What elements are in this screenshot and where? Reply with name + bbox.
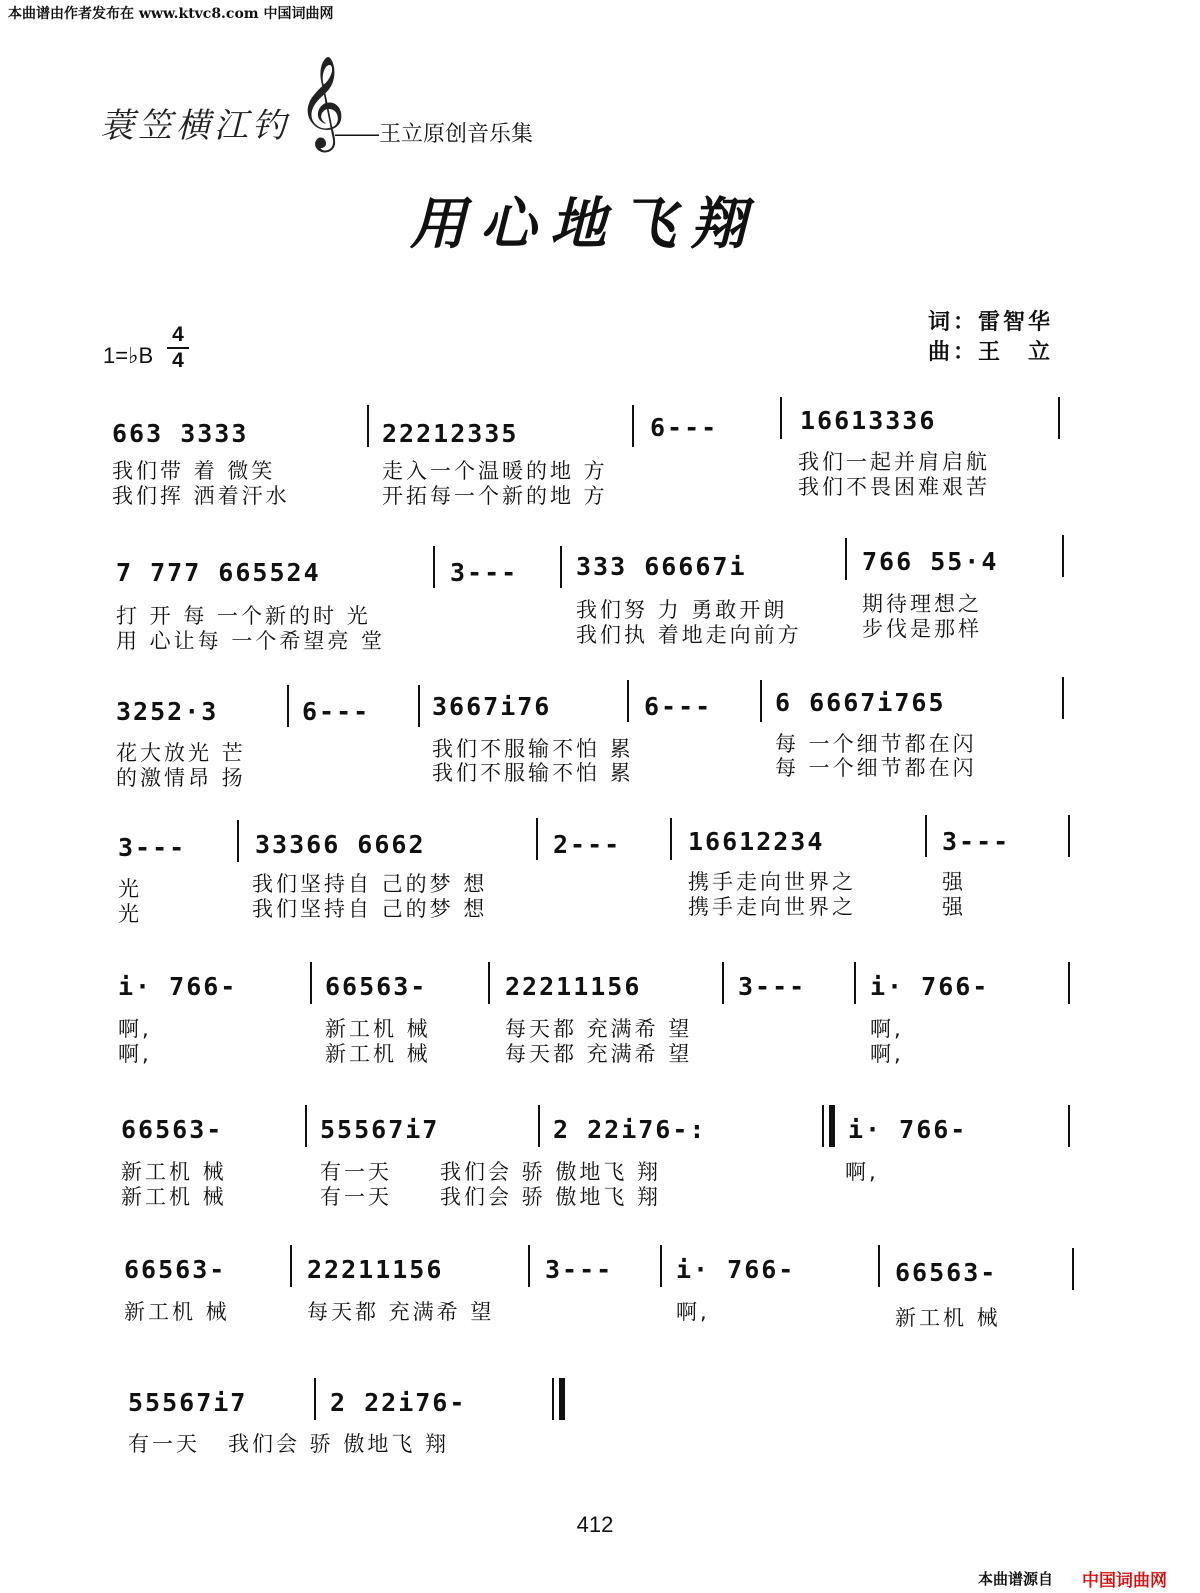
measure: 55567i7 <box>320 1115 440 1144</box>
lyric-verse1: 有一天 <box>128 1432 200 1456</box>
measure: 3--- <box>545 1255 614 1284</box>
barline <box>722 962 724 1004</box>
source-site-link[interactable]: 中国词曲网 <box>1082 1571 1167 1591</box>
measure: 766 55·4 <box>862 547 999 576</box>
lyric-verse1: 啊, <box>118 1017 152 1041</box>
measure: 66563- <box>895 1258 998 1287</box>
source-note: 本曲谱由作者发布在 www.ktvc8.com 中国词曲网 <box>8 6 334 22</box>
lyric-verse2: 有一天 <box>320 1185 392 1209</box>
measure: 66563- <box>121 1115 224 1144</box>
lyricist-credit: 词：雷智华 <box>928 309 1054 335</box>
barline <box>418 685 420 727</box>
barline <box>1068 1105 1070 1147</box>
measure: 3252·3 <box>116 697 219 726</box>
measure: 7 777 665524 <box>116 558 321 587</box>
lyric-verse2: 我们会 骄 傲地飞 翔 <box>440 1185 662 1209</box>
page-number: 412 <box>576 1512 614 1537</box>
barline <box>367 405 369 447</box>
barline <box>536 818 538 860</box>
barline <box>780 397 782 439</box>
lyric-verse2: 我们不服输不怕 累 <box>432 761 634 785</box>
lyric-verse1: 新工机 械 <box>121 1160 227 1184</box>
barline <box>314 1378 316 1420</box>
lyric-verse2: 啊, <box>870 1042 904 1066</box>
barline <box>237 820 239 862</box>
measure: 2 22i76- <box>330 1388 467 1417</box>
measure: 16613336 <box>800 406 937 435</box>
measure: 22211156 <box>505 972 642 1001</box>
lyric-verse1: 携手走向世界之 <box>688 870 856 894</box>
lyric-verse1: 我们带 着 微笑 <box>112 459 276 483</box>
time-signature-bottom: 4 <box>167 347 189 373</box>
lyric-verse1: 花大放光 芒 <box>116 741 246 765</box>
lyric-verse1: 有一天 <box>320 1160 392 1184</box>
barline <box>660 1245 662 1287</box>
measure: 6--- <box>644 692 713 721</box>
lyric-verse2: 携手走向世界之 <box>688 895 856 919</box>
lyric-verse1: 光 <box>118 877 142 901</box>
lyric-verse2: 每 一个细节都在闪 <box>775 756 977 780</box>
barline <box>1068 815 1070 857</box>
barline <box>538 1105 540 1147</box>
measure: 3--- <box>942 827 1011 856</box>
lyric-verse2: 用 心让每 一个希望亮 堂 <box>116 629 386 653</box>
barline <box>878 1245 880 1287</box>
barline <box>305 1105 307 1147</box>
lyric-verse1: 每天都 充满希 望 <box>307 1300 495 1324</box>
barline <box>760 680 762 722</box>
lyric-verse2: 新工机 械 <box>325 1042 431 1066</box>
composer-credit: 曲：王 立 <box>928 339 1054 365</box>
barline <box>287 685 289 727</box>
lyric-verse1: 每 一个细节都在闪 <box>775 732 977 756</box>
source-label: 本曲谱源自 <box>978 1570 1054 1588</box>
barline <box>528 1245 530 1287</box>
lyric-verse1: 我们努 力 勇敢开朗 <box>576 598 788 622</box>
measure: 22212335 <box>382 419 519 448</box>
lyric-verse2: 强 <box>942 895 966 919</box>
barline <box>1062 677 1064 719</box>
lyric-verse1: 啊, <box>676 1300 710 1324</box>
final-barline-thin <box>552 1378 554 1420</box>
measure: 66563- <box>124 1255 227 1284</box>
measure: 333 66667i <box>576 552 747 581</box>
measure: 66563- <box>325 972 428 1001</box>
barline <box>1062 535 1064 577</box>
measure: 2--- <box>553 830 622 859</box>
lyric-verse2: 我们坚持自 己的梦 想 <box>252 897 488 921</box>
lyric-verse1: 新工机 械 <box>124 1300 230 1324</box>
barline <box>310 962 312 1004</box>
barline <box>560 546 562 588</box>
lyric-verse2: 我们不畏困难艰苦 <box>798 475 990 499</box>
measure: 3--- <box>450 558 519 587</box>
collection-title: 蓑笠横江钓 <box>100 106 290 146</box>
lyric-verse2: 新工机 械 <box>121 1185 227 1209</box>
barline <box>488 962 490 1004</box>
barline <box>822 1105 824 1147</box>
barline <box>670 818 672 860</box>
measure: 16612234 <box>688 827 825 856</box>
lyric-verse1: 我们坚持自 己的梦 想 <box>252 872 488 896</box>
measure: 55567i7 <box>128 1388 248 1417</box>
key-signature: 1=♭B <box>103 343 154 368</box>
lyric-verse2: 每天都 充满希 望 <box>505 1042 693 1066</box>
barline <box>845 538 847 580</box>
barline <box>1058 397 1060 439</box>
measure: 6--- <box>302 697 371 726</box>
measure: 6--- <box>650 413 719 442</box>
lyric-verse2: 光 <box>118 902 142 926</box>
lyric-verse2: 开拓每一个新的地 方 <box>382 484 608 508</box>
repeat-end-barline <box>829 1105 835 1147</box>
barline <box>1072 1248 1074 1290</box>
measure: 663 3333 <box>112 419 249 448</box>
lyric-verse1: 啊, <box>845 1160 879 1184</box>
lyric-verse1: 我们不服输不怕 累 <box>432 737 634 761</box>
measure: 33366 6662 <box>255 830 426 859</box>
measure: 22211156 <box>307 1255 444 1284</box>
barline <box>290 1245 292 1287</box>
barline <box>1068 962 1070 1004</box>
lyric-verse1: 期待理想之 <box>862 592 982 616</box>
lyric-verse1: 新工机 械 <box>895 1306 1001 1330</box>
measure: 3667i76 <box>432 692 552 721</box>
time-signature-top: 4 <box>172 323 184 346</box>
measure: i· 766- <box>118 972 238 1001</box>
measure: 3--- <box>738 972 807 1001</box>
lyric-verse2: 的激情昂 扬 <box>116 766 246 790</box>
lyric-verse1: 我们会 骄 傲地飞 翔 <box>228 1432 450 1456</box>
measure: 2 22i76-: <box>553 1115 707 1144</box>
lyric-verse1: 每天都 充满希 望 <box>505 1017 693 1041</box>
lyric-verse1: 走入一个温暖的地 方 <box>382 459 608 483</box>
lyric-verse2: 我们执 着地走向前方 <box>576 623 802 647</box>
lyric-verse1: 啊, <box>870 1017 904 1041</box>
measure: i· 766- <box>848 1115 968 1144</box>
lyric-verse1: 打 开 每 一个新的时 光 <box>116 604 371 628</box>
lyric-verse2: 啊, <box>118 1042 152 1066</box>
barline <box>925 815 927 857</box>
lyric-verse1: 强 <box>942 870 966 894</box>
final-barline-thick <box>559 1378 565 1420</box>
lyric-verse1: 新工机 械 <box>325 1017 431 1041</box>
measure: 6 6667i765 <box>775 688 946 717</box>
measure: i· 766- <box>870 972 990 1001</box>
treble-clef-icon: 𝄞 <box>298 55 346 148</box>
lyric-verse1: 我们会 骄 傲地飞 翔 <box>440 1160 662 1184</box>
barline <box>433 546 435 588</box>
lyric-verse2: 步伐是那样 <box>862 617 982 641</box>
barline <box>854 962 856 1004</box>
lyric-verse2: 我们挥 洒着汗水 <box>112 484 290 508</box>
collection-subtitle: ——王立原创音乐集 <box>335 121 534 146</box>
barline <box>632 405 634 447</box>
time-signature <box>167 323 189 373</box>
lyric-verse1: 我们一起并肩启航 <box>798 450 990 474</box>
measure: i· 766- <box>676 1255 796 1284</box>
barline <box>627 680 629 722</box>
measure: 3--- <box>118 833 187 862</box>
song-title: 用心地飞翔 <box>410 191 760 257</box>
